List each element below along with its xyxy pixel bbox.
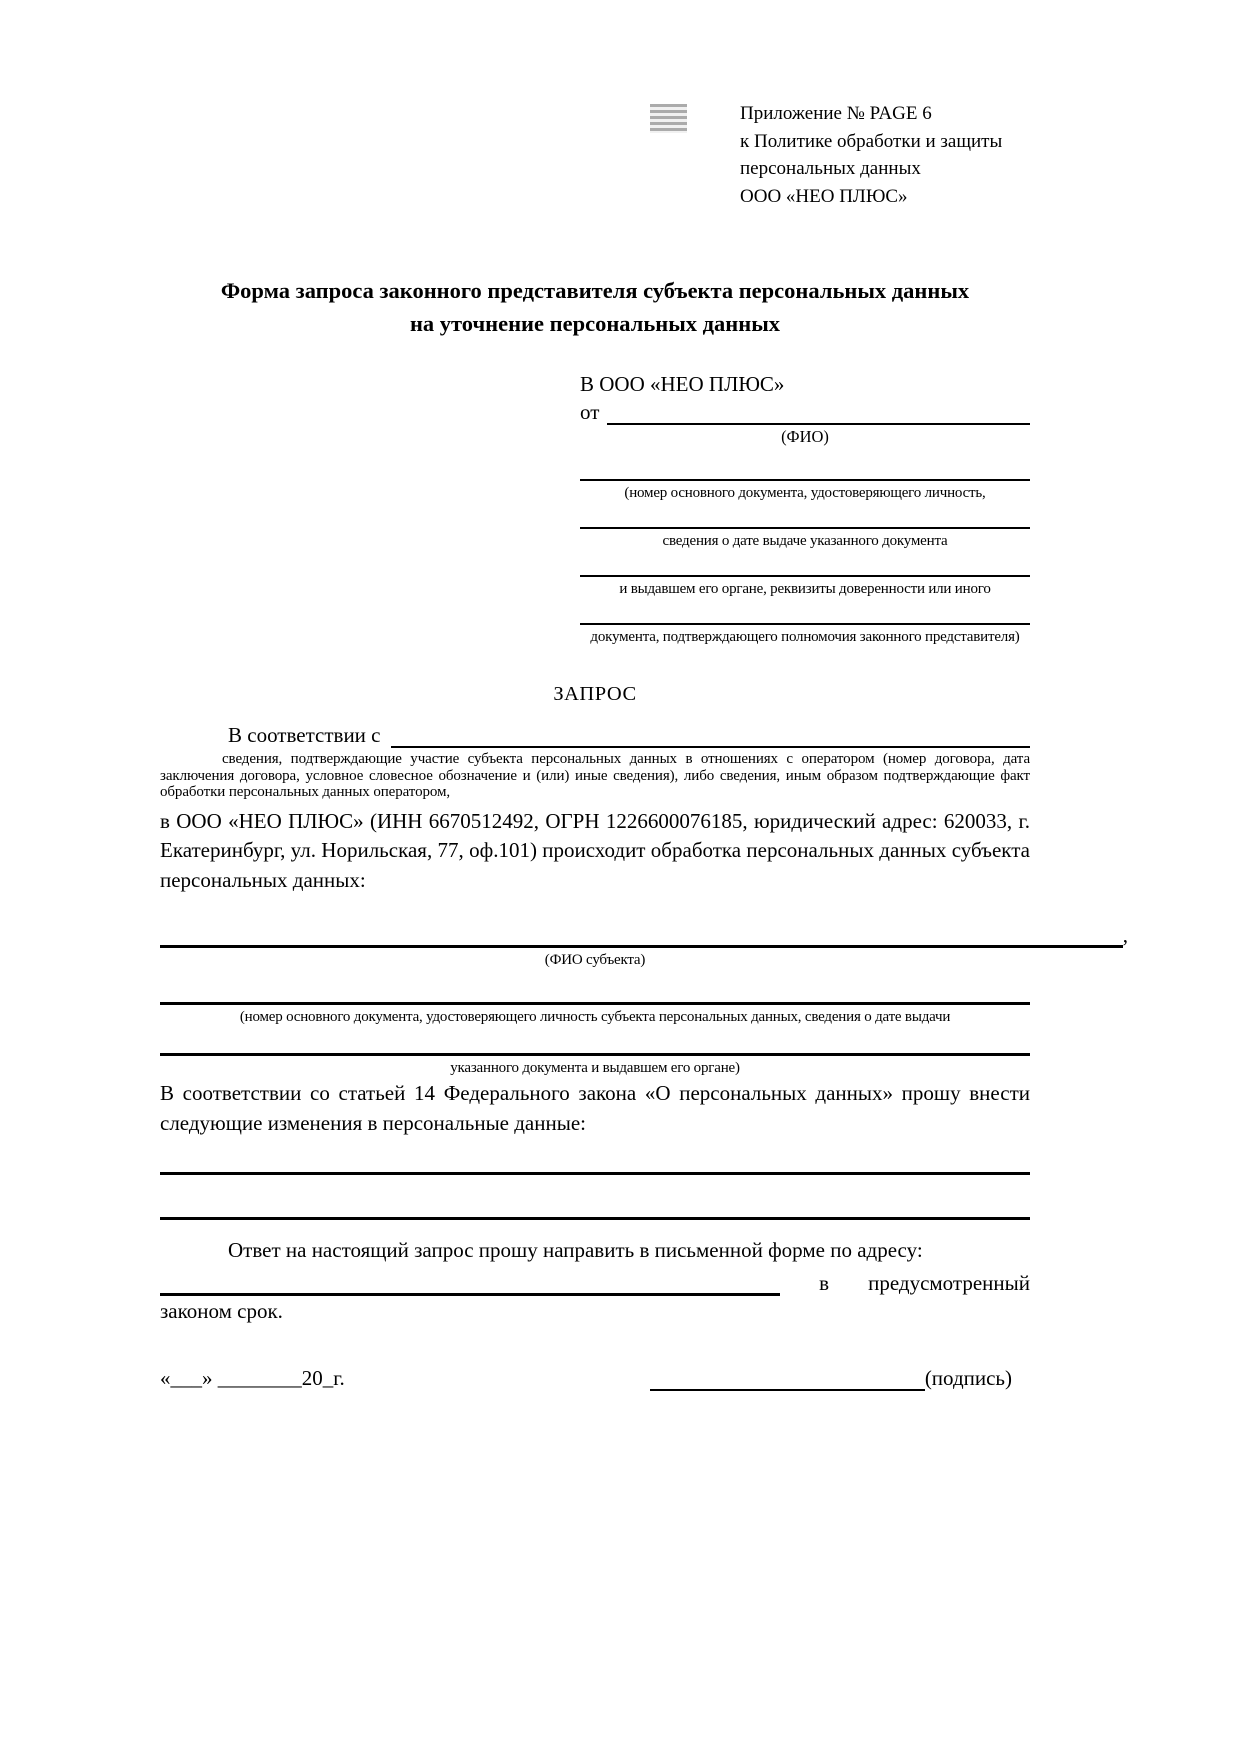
representative-document-blank-2[interactable] <box>580 527 1030 529</box>
subject-line-comma: , <box>1122 923 1128 947</box>
representative-document-caption-2: сведения о дате выдаче указанного документа <box>662 533 948 549</box>
addressee-company: В ООО «НЕО ПЛЮС» <box>580 372 785 396</box>
representative-document-caption-3: и выдавшем его органе, реквизиты доверенности или иного <box>619 581 991 597</box>
reply-paragraph-line1: Ответ на настоящий запрос прошу направить в письменной форме по адресу: <box>228 1238 923 1262</box>
subject-name-blank[interactable] <box>160 926 1123 948</box>
appendix-company-line: ООО «НЕО ПЛЮС» <box>740 185 908 207</box>
document-title-line1: Форма запроса законного представителя субъекта персональных данных <box>220 278 970 303</box>
representative-document-blank-4[interactable] <box>580 623 1030 625</box>
accordance-blank[interactable] <box>391 724 1031 748</box>
law-paragraph: В соответствии со статьей 14 Федерального закона «О персональных данных» прошу внести следующие изменения в персональные данные: <box>160 1081 1030 1135</box>
addressee-block <box>580 370 1030 646</box>
appendix-number-line: Приложение № PAGE 6 <box>740 103 932 124</box>
from-label: от <box>580 400 600 424</box>
reply-address-blank[interactable] <box>160 1272 780 1296</box>
from-name-blank[interactable] <box>607 401 1030 425</box>
subject-name-row <box>160 922 1128 948</box>
operator-paragraph: в ООО «НЕО ПЛЮС» (ИНН 6670512492, ОГРН 1226600076185, юридический адрес: 620033, г. Екатеринбург, ул. Норильская, 77, оф.101) происходит обработка персональных данных субъекта персональных данных: <box>160 808 1030 892</box>
representative-document-caption-4: документа, подтверждающего полномочия законного представителя) <box>590 629 1020 645</box>
signature-caption: (подпись) <box>924 1366 1012 1390</box>
accordance-footnote: сведения, подтверждающие участие субъекта персональных данных в отношениях с оператором (номер договора, дата заключения договора, условное словесное обозначение и (или) иные сведения), либо сведения, иным образом подтверждающие факт обработки персональных данных оператором, <box>160 751 1030 800</box>
fio-caption: (ФИО) <box>781 427 829 446</box>
changes-blank-2[interactable] <box>160 1217 1030 1220</box>
subject-document-blank-2[interactable] <box>160 1053 1030 1056</box>
request-heading: ЗАПРОС <box>553 683 637 705</box>
date-line[interactable]: «___» ________20_г. <box>160 1366 345 1390</box>
signature-blank[interactable] <box>650 1367 925 1391</box>
field-code-marker-icon <box>650 104 687 133</box>
date-signature-row <box>160 1366 1030 1391</box>
accordance-row <box>160 719 1030 748</box>
signature-group <box>650 1366 1012 1391</box>
representative-document-blank-3[interactable] <box>580 575 1030 577</box>
appendix-policy-line: к Политике обработки и защиты <box>740 130 1003 152</box>
reply-paragraph-line3: законом срок. <box>160 1299 283 1323</box>
document-title-line2: на уточнение персональных данных <box>409 311 781 336</box>
appendix-header <box>740 100 1040 210</box>
accordance-prefix: В соответствии с <box>228 723 381 747</box>
reply-tail-word1: в <box>819 1271 830 1295</box>
document-title <box>160 274 1030 340</box>
reply-tail-word2: предусмотренный <box>868 1271 1030 1295</box>
subject-document-blank-1[interactable] <box>160 1002 1030 1005</box>
subject-document-caption-2: указанного документа и выдавшем его органе) <box>450 1060 740 1076</box>
representative-document-caption-1: (номер основного документа, удостоверяющего личность, <box>624 485 986 501</box>
subject-document-caption-1: (номер основного документа, удостоверяющего личность субъекта персональных данных, сведения о дате выдачи <box>239 1009 951 1025</box>
changes-blank-1[interactable] <box>160 1172 1030 1175</box>
representative-document-blank-1[interactable] <box>580 479 1030 481</box>
reply-address-row <box>160 1265 1030 1296</box>
subject-fio-caption: (ФИО субъекта) <box>544 952 646 968</box>
appendix-policy-line2: персональных данных <box>740 158 921 179</box>
from-row <box>580 398 1030 425</box>
